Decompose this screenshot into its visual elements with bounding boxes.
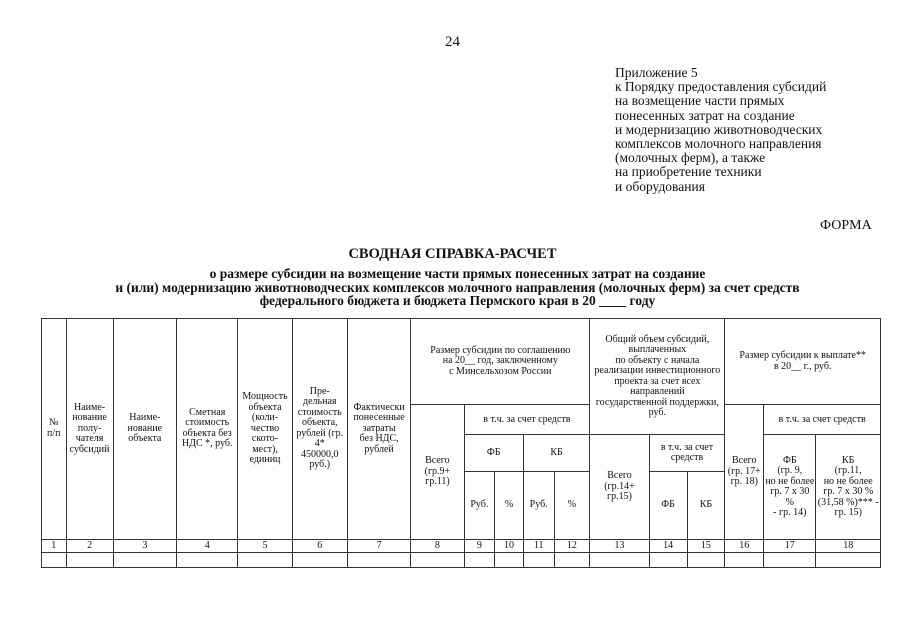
column-number: 1 xyxy=(42,539,67,552)
column-number: 5 xyxy=(238,539,292,552)
table-cell xyxy=(464,552,495,567)
header-total-agreement: Всего (гр.9+ гр.11) xyxy=(411,405,464,540)
header-fb-percent: % xyxy=(495,471,524,539)
header-agreement-subsidy: Размер субсидии по соглашению на 20__ год, заключенному с Минсельхозом России xyxy=(411,319,590,405)
header-object-name: Наиме- нование объекта xyxy=(113,319,176,540)
column-number: 4 xyxy=(177,539,238,552)
table-cell xyxy=(590,552,649,567)
header-total-paid: Общий объем субсидий, выплаченных по объекту с начала реализации инвестиционного проекта за счет всех направлений государственной поддержки, руб. xyxy=(590,319,725,435)
header-incl-funds-2: в т.ч. за счет средств xyxy=(649,435,725,471)
column-number: 10 xyxy=(495,539,524,552)
header-kb-2: КБ xyxy=(687,471,725,539)
header-limit-cost: Пре- дельная стоимость объекта, рублей (гр. 4* 450000,0 руб.) xyxy=(292,319,347,540)
table-cell xyxy=(725,552,764,567)
table-cell xyxy=(764,552,816,567)
column-number: 6 xyxy=(292,539,347,552)
column-number: 18 xyxy=(816,539,881,552)
table-cell xyxy=(177,552,238,567)
header-fb-2: ФБ xyxy=(649,471,687,539)
table-cell xyxy=(523,552,554,567)
page-number: 24 xyxy=(445,34,460,50)
table-cell xyxy=(495,552,524,567)
calculation-table xyxy=(41,318,881,568)
header-estimated-cost: Сметная стоимость объекта без НДС *, руб. xyxy=(177,319,238,540)
column-number: 8 xyxy=(411,539,464,552)
header-kb-payable: КБ (гр.11, но не более гр. 7 х 30 % (31,58 %)*** - гр. 15) xyxy=(816,435,881,539)
table-cell xyxy=(816,552,881,567)
table-row xyxy=(42,552,881,567)
document-title: СВОДНАЯ СПРАВКА-РАСЧЕТ xyxy=(348,246,557,262)
header-kb-percent: % xyxy=(554,471,590,539)
header-row-number: № п/п xyxy=(42,319,67,540)
document-subtitle: о размере субсидии на возмещение части прямых понесенных затрат на создание и (или) модернизацию животноводческих комплексов молочного направления (молочных ферм) за счет средств федерального бюджета и бюджета Пермского края в 20 ____ году xyxy=(115,266,800,308)
column-number: 15 xyxy=(687,539,725,552)
header-fb-1: ФБ xyxy=(464,435,523,471)
table-cell xyxy=(347,552,410,567)
appendix-note: Приложение 5 к Порядку предоставления субсидий на возмещение части прямых понесенных затрат на создание и модернизацию животноводческих комплексов молочного направления (молочных ферм), а также на приобретение техники и оборудования xyxy=(615,65,827,194)
column-number: 16 xyxy=(725,539,764,552)
table-cell xyxy=(238,552,292,567)
table-cell xyxy=(66,552,113,567)
form-label: ФОРМА xyxy=(820,218,872,233)
header-fb-rub: Руб. xyxy=(464,471,495,539)
table-cell xyxy=(292,552,347,567)
column-number-row xyxy=(42,539,881,552)
column-number: 17 xyxy=(764,539,816,552)
table-cell xyxy=(649,552,687,567)
table-cell xyxy=(113,552,176,567)
header-actual-costs: Фактически понесенные затраты без НДС, рублей xyxy=(347,319,410,540)
header-payable-subsidy: Размер субсидии к выплате** в 20__ г., руб. xyxy=(725,319,881,405)
header-capacity: Мощность объекта (коли- чество ското- мест), единиц xyxy=(238,319,292,540)
header-total-paid-sum: Всего (гр.14+ гр.15) xyxy=(590,435,649,539)
column-number: 11 xyxy=(523,539,554,552)
header-total-payable: Всего (гр. 17+ гр. 18) xyxy=(725,405,764,540)
table-cell xyxy=(687,552,725,567)
header-incl-funds-1: в т.ч. за счет средств xyxy=(464,405,590,435)
header-fb-payable: ФБ (гр. 9, но не более гр. 7 х 30 % - гр. 14) xyxy=(764,435,816,539)
column-number: 13 xyxy=(590,539,649,552)
column-number: 9 xyxy=(464,539,495,552)
table-cell xyxy=(42,552,67,567)
table-cell xyxy=(411,552,464,567)
column-number: 7 xyxy=(347,539,410,552)
column-number: 12 xyxy=(554,539,590,552)
table-cell xyxy=(554,552,590,567)
column-number: 3 xyxy=(113,539,176,552)
header-kb-rub: Руб. xyxy=(523,471,554,539)
header-incl-funds-3: в т.ч. за счет средств xyxy=(764,405,881,435)
column-number: 2 xyxy=(66,539,113,552)
header-recipient-name: Наиме- нование полу- чателя субсидий xyxy=(66,319,113,540)
column-number: 14 xyxy=(649,539,687,552)
header-kb-1: КБ xyxy=(523,435,589,471)
